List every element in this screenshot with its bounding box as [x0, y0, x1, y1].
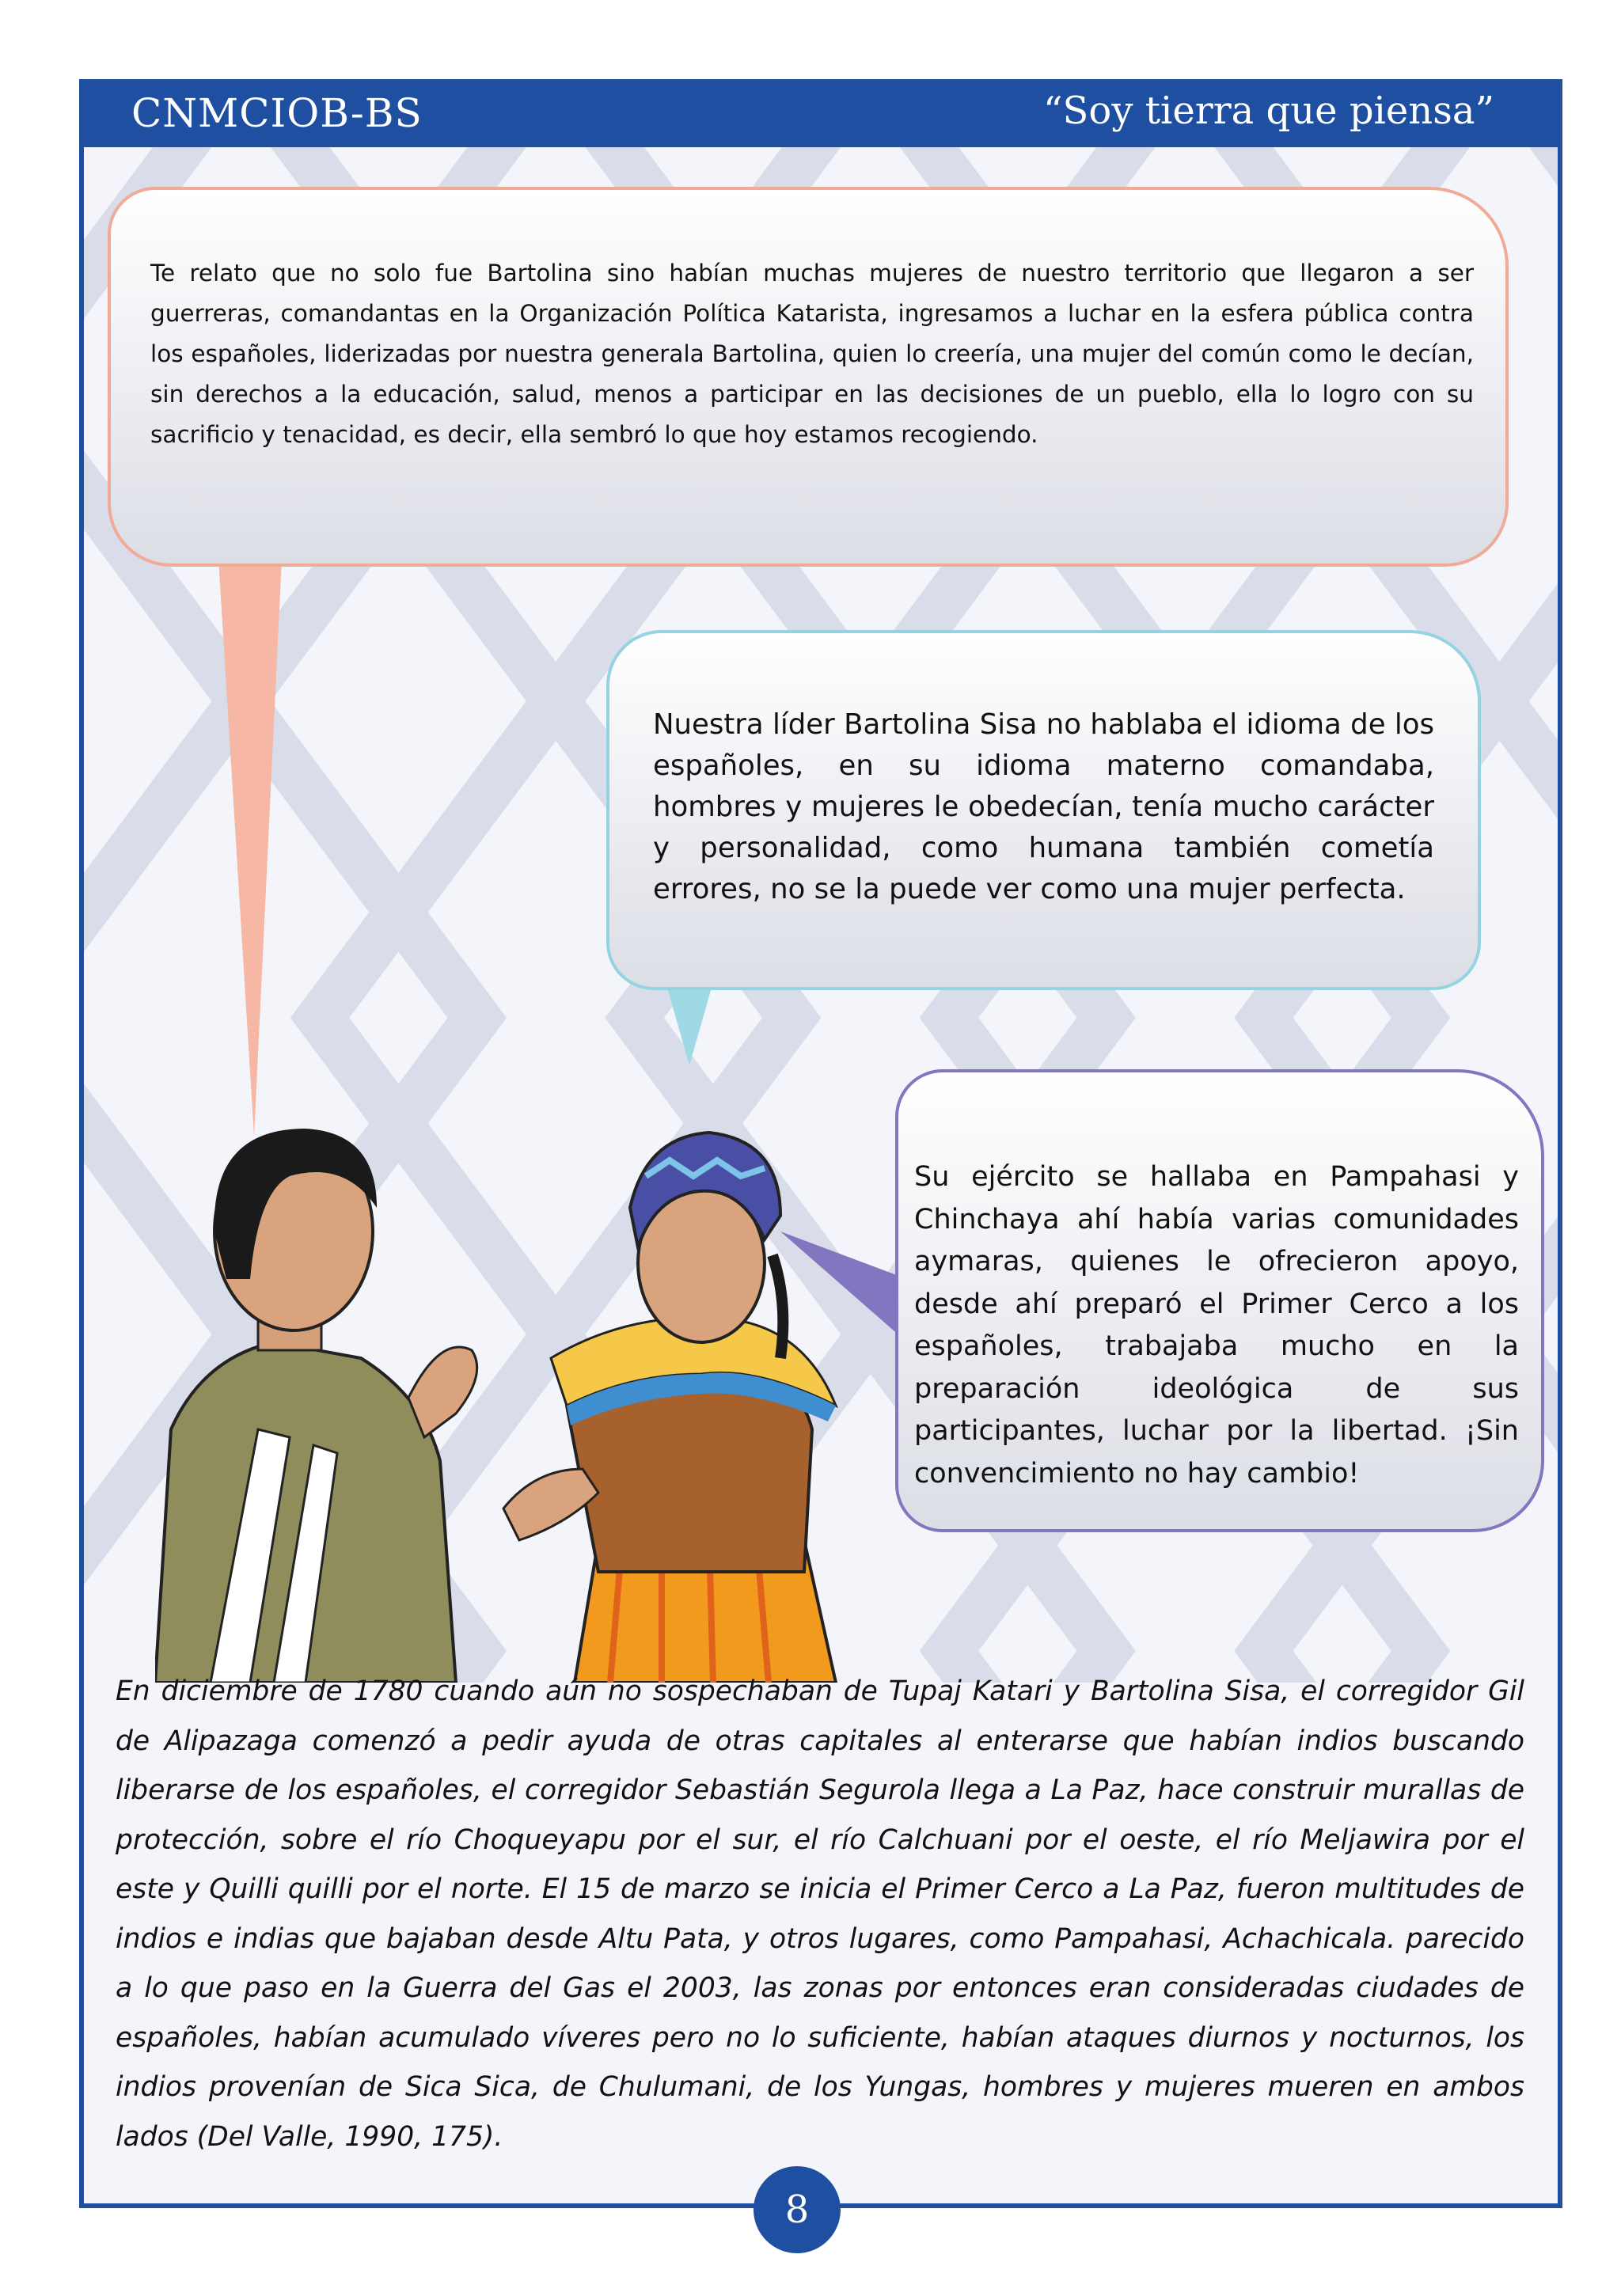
page-frame	[79, 79, 1562, 2208]
speech-bubble-2-text: Nuestra líder Bartolina Sisa no hablaba el idioma de los españoles, en su idioma materno comandaba, hombres y mujeres le obedecían, tenía mucho carácter y personalidad, como humana también cometía errores, no se la puede ver como una mujer perfecta.	[653, 708, 1434, 905]
speech-bubble-3-text: Su ejército se hallaba en Pampahasi y Chinchaya ahí había varias comunidades aymaras, quienes le ofrecieron apoyo, desde ahí preparó el Primer Cerco a los españoles, trabajaba mucho en la preparación ideológica de sus participantes, luchar por la libertad. ¡Sin convencimiento no hay cambio!	[914, 1161, 1519, 1490]
speech-bubble-1	[108, 187, 1509, 567]
speech-bubble-1-text: Te relato que no solo fue Bartolina sino habían muchas mujeres de nuestro territorio que llegaron a ser guerreras, comandantas en la Organización Política Katarista, ingresamos a luchar en la esfera pública contra los españoles, liderizadas por nuestra generala Bartolina, quien lo creería, una mujer del común como le decían, sin derechos a la educación, salud, menos a participar en las decisiones de un pueblo, ella lo logro con su sacrificio y tenacidad, es decir, ella sembró lo que hoy estamos recogiendo.	[150, 260, 1474, 448]
organization-name: CNMCIOB-BS	[131, 90, 423, 136]
narration-text: En diciembre de 1780 cuando aún no sospechaban de Tupaj Katari y Bartolina Sisa, el corregidor Gil de Alipazaga comenzó a pedir ayuda de otras capitales al enterarse que habían indios buscando liberarse de los españoles, el corregidor Sebastián Segurola llega a La Paz, hace construir murallas de protección, sobre el río Choqueyapu por el sur, el río Calchuani por el oeste, el río Meljawira por el este y Quilli quilli por el norte. El 15 de marzo se inicia el Primer Cerco a La Paz, fueron multitudes de indios e indias que bajaban desde Altu Pata, y otros lugares, como Pampahasi, Achachicala. parecido a lo que paso en la Guerra del Gas el 2003, las zonas por entonces eran consideradas ciudades de españoles, habían acumulado víveres pero no lo suficiente, habían ataques diurnos y nocturnos, los indios provenían de Sica Sica, de Chulumani, de los Yungas, hombres y mujeres mueren en ambos lados (Del Valle, 1990, 175).	[116, 1676, 1524, 2153]
speech-bubble-2	[606, 630, 1481, 990]
page-header	[84, 84, 1558, 147]
bubble-tail-2	[666, 982, 713, 1069]
speech-bubble-3	[895, 1069, 1544, 1532]
page-number: 8	[754, 2166, 841, 2253]
characters-illustration	[155, 1097, 867, 1683]
motto: “Soy tierra que piensa”	[1043, 89, 1494, 133]
man-figure	[155, 1129, 477, 1683]
bubble-tail-1	[218, 559, 282, 1144]
woman-figure	[503, 1133, 836, 1683]
